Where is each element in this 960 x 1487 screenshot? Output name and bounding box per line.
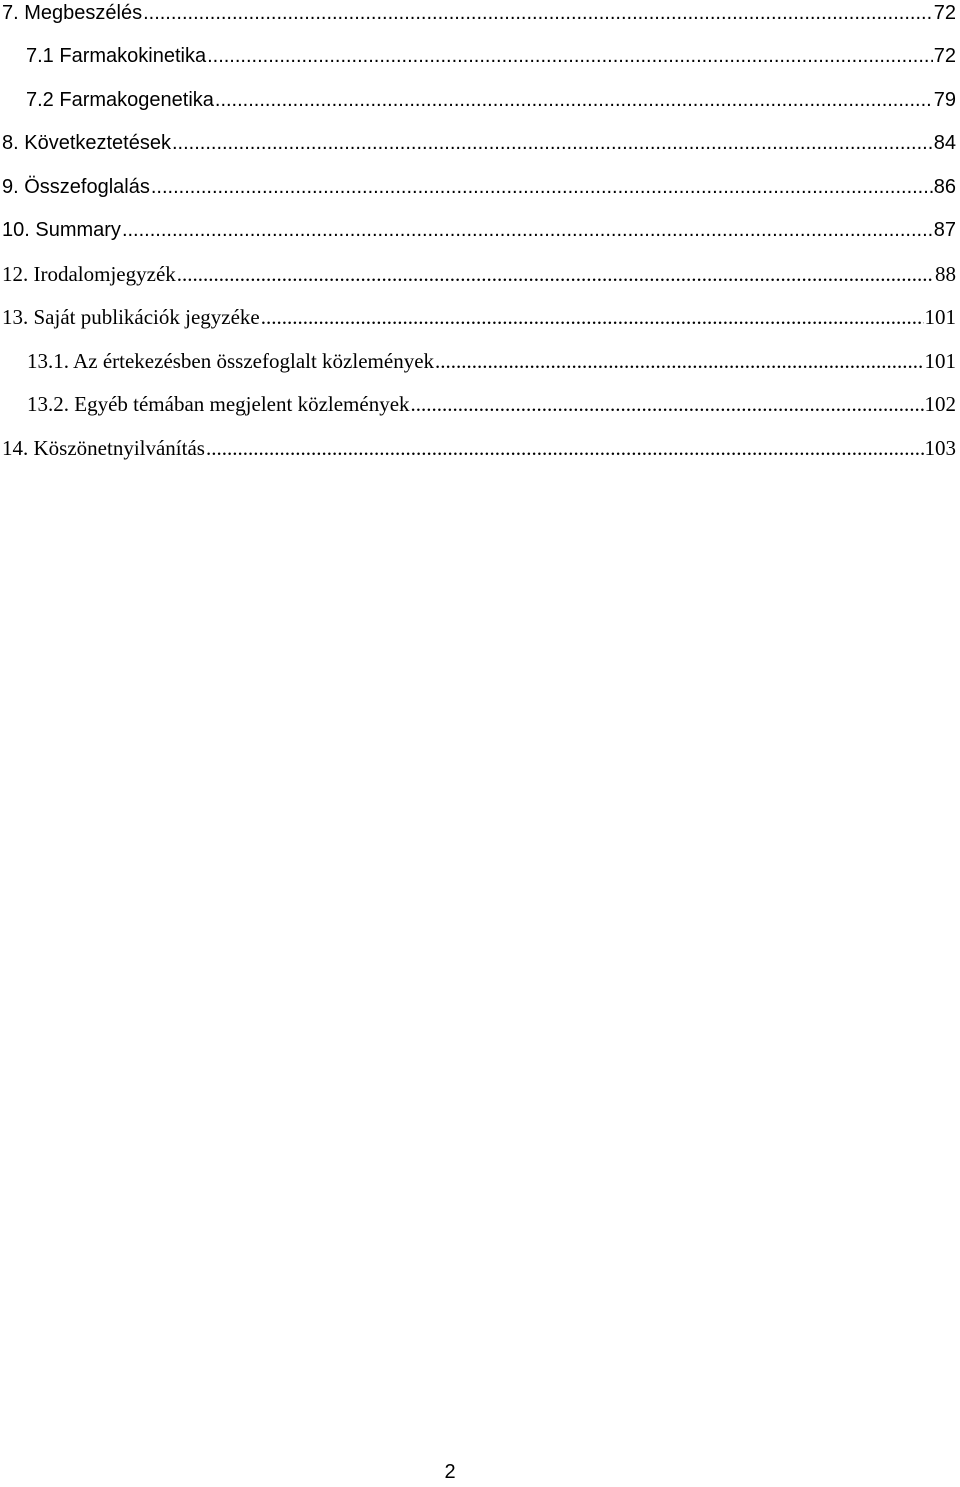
toc-entry-label: 7.1 Farmakokinetika bbox=[26, 45, 207, 67]
toc-leader bbox=[151, 169, 933, 205]
toc-entry-label: 12. Irodalomjegyzék bbox=[2, 262, 176, 286]
toc-leader bbox=[411, 386, 924, 422]
toc-leader bbox=[435, 343, 923, 379]
toc-entry-page: 103 bbox=[924, 436, 956, 460]
toc-leader bbox=[215, 82, 933, 118]
toc-entry[interactable] bbox=[2, 169, 956, 205]
toc-entry-page: 101 bbox=[924, 349, 956, 373]
toc-entry-page: 72 bbox=[933, 2, 956, 24]
toc-entry-page: 87 bbox=[933, 219, 956, 241]
toc-leader bbox=[261, 299, 924, 335]
toc-entry-page: 101 bbox=[924, 305, 956, 329]
toc-entry-page: 79 bbox=[933, 89, 956, 111]
toc-entry[interactable] bbox=[2, 256, 956, 292]
toc-entry[interactable] bbox=[2, 430, 956, 466]
toc-entry-label: 7.2 Farmakogenetika bbox=[26, 89, 214, 111]
page-number: 2 bbox=[444, 1461, 456, 1483]
toc-entry-label: 13.2. Egyéb témában megjelent közlemények bbox=[27, 392, 410, 416]
toc-entry-label: 8. Következtetések bbox=[2, 132, 171, 154]
toc-entry-label: 7. Megbeszélés bbox=[2, 2, 143, 24]
toc-entry[interactable] bbox=[2, 212, 956, 248]
toc-entry[interactable] bbox=[26, 38, 956, 74]
toc-entry[interactable] bbox=[2, 125, 956, 161]
toc-entry[interactable] bbox=[26, 82, 956, 118]
toc-entry-page: 88 bbox=[935, 262, 956, 286]
toc-leader bbox=[207, 38, 933, 74]
toc-entry-page: 84 bbox=[933, 132, 956, 154]
toc-entry-page: 72 bbox=[933, 45, 956, 67]
toc-entry[interactable] bbox=[27, 386, 956, 422]
toc-leader bbox=[206, 430, 924, 466]
toc-leader bbox=[122, 212, 933, 248]
toc-leader bbox=[172, 125, 933, 161]
toc-leader bbox=[177, 256, 934, 292]
toc-entry[interactable] bbox=[2, 299, 956, 335]
toc-entry-label: 9. Összefoglalás bbox=[2, 176, 150, 198]
toc-entry-label: 14. Köszönetnyilvánítás bbox=[2, 436, 205, 460]
toc-entry-page: 102 bbox=[924, 392, 956, 416]
toc-entry[interactable] bbox=[27, 343, 956, 379]
toc-entry-page: 86 bbox=[933, 176, 956, 198]
toc-entry-label: 10. Summary bbox=[2, 219, 121, 241]
toc-entry[interactable] bbox=[2, 0, 956, 31]
toc-entry-label: 13.1. Az értekezésben összefoglalt közlemények bbox=[27, 349, 435, 373]
toc-entry-label: 13. Saját publikációk jegyzéke bbox=[2, 305, 260, 329]
toc-leader bbox=[143, 0, 933, 31]
